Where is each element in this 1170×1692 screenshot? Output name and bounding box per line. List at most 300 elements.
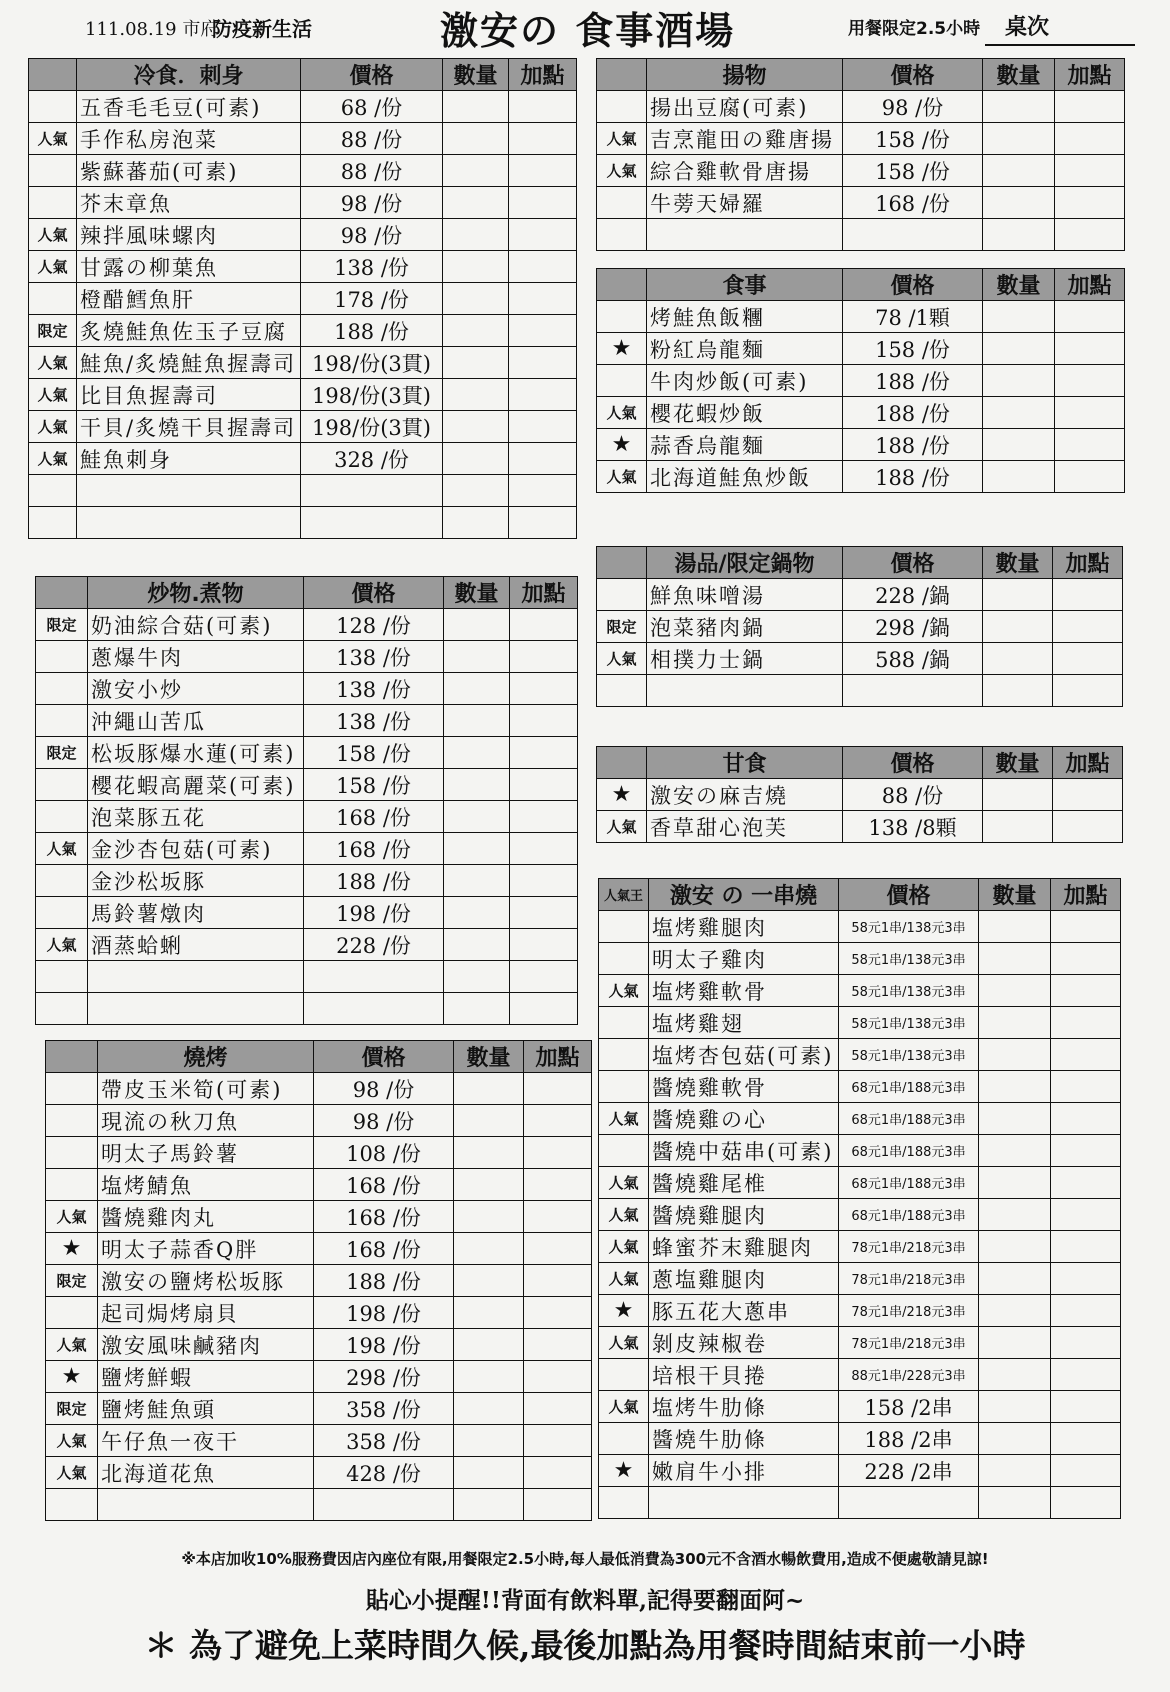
quantity-cell[interactable] [979, 1359, 1051, 1391]
item-price: 88 /份 [301, 123, 443, 155]
quantity-cell[interactable] [979, 1039, 1051, 1071]
add-order-cell[interactable] [1051, 943, 1121, 975]
item-name: 塩烤雞翅 [649, 1007, 839, 1039]
section-tag [36, 577, 88, 609]
item-price: 198/份(3貫) [301, 379, 443, 411]
quantity-column-header: 數量 [979, 879, 1051, 911]
add-order-cell[interactable] [524, 1329, 592, 1361]
menu-item-row [597, 611, 1123, 643]
section-stir-fry-stew [35, 576, 578, 1025]
item-name: 塩烤杏包菇(可素) [649, 1039, 839, 1071]
quantity-cell[interactable] [454, 1265, 524, 1297]
item-name: 沖繩山苦瓜 [88, 705, 304, 737]
quantity-cell[interactable] [983, 779, 1053, 811]
section-meals [596, 268, 1125, 493]
item-name [77, 507, 301, 539]
add-order-cell[interactable] [1051, 1231, 1121, 1263]
section-soup-hotpot [596, 546, 1123, 707]
page-title: 激安の 食事酒場 [440, 8, 736, 53]
add-order-cell[interactable] [509, 411, 577, 443]
add-order-cell[interactable] [510, 641, 578, 673]
section-header-row [599, 879, 1121, 911]
item-price: 158 /份 [843, 333, 983, 365]
quantity-cell[interactable] [444, 961, 510, 993]
add-order-cell[interactable] [509, 251, 577, 283]
add-order-cell[interactable] [1051, 1167, 1121, 1199]
quantity-cell[interactable] [444, 993, 510, 1025]
quantity-cell[interactable] [979, 975, 1051, 1007]
add-order-cell[interactable] [509, 219, 577, 251]
item-price: 98 /份 [314, 1073, 454, 1105]
item-name: 泡菜豚五花 [88, 801, 304, 833]
section-skewers [598, 878, 1121, 1519]
quantity-cell[interactable] [443, 475, 509, 507]
item-badge: 人氣 [599, 1391, 649, 1423]
add-order-cell[interactable] [1055, 155, 1125, 187]
menu-item-row [36, 897, 578, 929]
add-order-cell[interactable] [510, 609, 578, 641]
item-price [843, 675, 983, 707]
item-price: 198/份(3貫) [301, 347, 443, 379]
section-header-row [597, 59, 1125, 91]
quantity-cell[interactable] [983, 365, 1055, 397]
section-header-row [36, 577, 578, 609]
menu-item-row [599, 1135, 1121, 1167]
item-badge [599, 943, 649, 975]
quantity-cell[interactable] [454, 1361, 524, 1393]
quantity-cell[interactable] [454, 1073, 524, 1105]
quantity-cell[interactable] [443, 251, 509, 283]
add-order-cell[interactable] [509, 123, 577, 155]
item-price: 188 /2串 [839, 1423, 979, 1455]
quantity-cell[interactable] [979, 1487, 1051, 1519]
menu-item-row [29, 187, 577, 219]
menu-item-row [29, 315, 577, 347]
item-badge: 限定 [46, 1393, 98, 1425]
price-column-header: 價格 [314, 1041, 454, 1073]
add-order-cell[interactable] [1051, 1007, 1121, 1039]
quantity-cell[interactable] [983, 579, 1053, 611]
item-name: 牛蒡天婦羅 [647, 187, 843, 219]
quantity-cell[interactable] [983, 91, 1055, 123]
add-order-cell[interactable] [1055, 123, 1125, 155]
item-price: 138 /份 [301, 251, 443, 283]
item-badge: 限定 [36, 737, 88, 769]
add-order-cell[interactable] [524, 1073, 592, 1105]
menu-item-row [599, 911, 1121, 943]
add-order-cell[interactable] [510, 705, 578, 737]
item-price: 198 /份 [314, 1297, 454, 1329]
item-badge: 人氣 [597, 811, 647, 843]
quantity-cell[interactable] [979, 1135, 1051, 1167]
price-column-header: 價格 [843, 269, 983, 301]
section-title: 甘食 [647, 747, 843, 779]
section-grill [45, 1040, 592, 1521]
item-price [304, 961, 444, 993]
item-name: 綜合雞軟骨唐揚 [647, 155, 843, 187]
item-badge [597, 365, 647, 397]
add-order-cell[interactable] [509, 443, 577, 475]
menu-item-row [599, 1231, 1121, 1263]
item-badge [36, 865, 88, 897]
item-badge: 人氣 [29, 347, 77, 379]
item-name: 培根干貝捲 [649, 1359, 839, 1391]
item-name: 北海道花魚 [98, 1457, 314, 1489]
quantity-cell[interactable] [979, 911, 1051, 943]
add-order-cell[interactable] [1051, 1391, 1121, 1423]
quantity-cell[interactable] [983, 155, 1055, 187]
menu-item-row [46, 1169, 592, 1201]
header-date: 111.08.19 市府 [85, 19, 219, 40]
table-number-label: 桌次 [1005, 15, 1050, 40]
add-order-cell[interactable] [1053, 675, 1123, 707]
quantity-cell[interactable] [444, 833, 510, 865]
add-order-cell[interactable] [510, 769, 578, 801]
item-price: 198/份(3貫) [301, 411, 443, 443]
quantity-cell[interactable] [983, 123, 1055, 155]
add-order-cell[interactable] [509, 155, 577, 187]
quantity-cell[interactable] [444, 801, 510, 833]
item-price: 188 /份 [314, 1265, 454, 1297]
menu-item-row [597, 643, 1123, 675]
section-title: 激安 の 一串燒 [649, 879, 839, 911]
quantity-cell[interactable] [454, 1457, 524, 1489]
menu-item-row [599, 1007, 1121, 1039]
quantity-cell[interactable] [444, 641, 510, 673]
add-order-cell[interactable] [1055, 333, 1125, 365]
menu-item-row [46, 1073, 592, 1105]
quantity-cell[interactable] [443, 155, 509, 187]
add-order-cell[interactable] [1055, 187, 1125, 219]
quantity-cell[interactable] [454, 1233, 524, 1265]
quantity-cell[interactable] [983, 675, 1053, 707]
add-order-column-header: 加點 [524, 1041, 592, 1073]
add-order-cell[interactable] [1051, 1263, 1121, 1295]
add-order-cell[interactable] [524, 1489, 592, 1521]
quantity-cell[interactable] [454, 1105, 524, 1137]
item-name: 粉紅烏龍麵 [647, 333, 843, 365]
menu-item-row [29, 411, 577, 443]
add-order-cell[interactable] [524, 1137, 592, 1169]
quantity-cell[interactable] [443, 379, 509, 411]
quantity-cell[interactable] [979, 1167, 1051, 1199]
item-price: 198 /份 [314, 1329, 454, 1361]
item-name: 醬燒雞肉丸 [98, 1201, 314, 1233]
quantity-cell[interactable] [443, 91, 509, 123]
item-badge [599, 1359, 649, 1391]
quantity-cell[interactable] [979, 1327, 1051, 1359]
quantity-cell[interactable] [443, 315, 509, 347]
add-order-cell[interactable] [1051, 1199, 1121, 1231]
item-badge: 人氣 [597, 643, 647, 675]
quantity-cell[interactable] [444, 769, 510, 801]
item-price: 228 /鍋 [843, 579, 983, 611]
menu-item-row [29, 123, 577, 155]
menu-item-row [599, 1359, 1121, 1391]
quantity-cell[interactable] [444, 609, 510, 641]
footer-note: ※本店加收10%服務費因店內座位有限,用餐限定2.5小時,每人最低消費為300元不含酒水暢飲費用,造成不便處敬請見諒! [181, 1550, 989, 1568]
quantity-cell[interactable] [444, 737, 510, 769]
quantity-cell[interactable] [983, 333, 1055, 365]
quantity-cell[interactable] [979, 1199, 1051, 1231]
menu-item-row [597, 123, 1125, 155]
quantity-cell[interactable] [979, 1263, 1051, 1295]
table-number-field[interactable] [985, 44, 1135, 46]
item-name: 鮭魚刺身 [77, 443, 301, 475]
add-order-cell[interactable] [524, 1297, 592, 1329]
add-order-cell[interactable] [1051, 911, 1121, 943]
add-order-cell[interactable] [524, 1169, 592, 1201]
item-badge: 人氣 [29, 443, 77, 475]
add-order-cell[interactable] [524, 1265, 592, 1297]
add-order-cell[interactable] [1053, 779, 1123, 811]
quantity-cell[interactable] [454, 1393, 524, 1425]
quantity-cell[interactable] [454, 1425, 524, 1457]
item-price: 78元1串/218元3串 [839, 1231, 979, 1263]
add-order-cell[interactable] [1051, 1071, 1121, 1103]
add-order-cell[interactable] [1051, 1039, 1121, 1071]
add-order-cell[interactable] [1055, 397, 1125, 429]
item-badge: 人氣 [46, 1425, 98, 1457]
menu-item-row [599, 1103, 1121, 1135]
quantity-cell[interactable] [444, 673, 510, 705]
add-order-cell[interactable] [524, 1425, 592, 1457]
menu-item-row [46, 1233, 592, 1265]
add-order-cell[interactable] [1051, 1359, 1121, 1391]
quantity-cell[interactable] [979, 1423, 1051, 1455]
add-order-cell[interactable] [1055, 429, 1125, 461]
add-order-cell[interactable] [1051, 1327, 1121, 1359]
add-order-cell[interactable] [1051, 975, 1121, 1007]
item-name: 炙燒鮭魚佐玉子豆腐 [77, 315, 301, 347]
add-order-cell[interactable] [509, 187, 577, 219]
quantity-cell[interactable] [983, 643, 1053, 675]
add-order-cell[interactable] [1053, 611, 1123, 643]
quantity-cell[interactable] [454, 1137, 524, 1169]
add-order-cell[interactable] [510, 737, 578, 769]
menu-item-row [46, 1393, 592, 1425]
quantity-cell[interactable] [979, 1391, 1051, 1423]
add-order-column-header: 加點 [1051, 879, 1121, 911]
item-badge [29, 507, 77, 539]
add-order-cell[interactable] [510, 929, 578, 961]
quantity-cell[interactable] [983, 219, 1055, 251]
item-badge: 限定 [46, 1265, 98, 1297]
item-badge [599, 911, 649, 943]
add-order-cell[interactable] [510, 897, 578, 929]
menu-item-row [597, 811, 1123, 843]
section-title: 湯品/限定鍋物 [647, 547, 843, 579]
add-order-cell[interactable] [510, 961, 578, 993]
add-order-cell[interactable] [524, 1105, 592, 1137]
quantity-cell[interactable] [979, 1455, 1051, 1487]
quantity-cell[interactable] [443, 443, 509, 475]
quantity-column-header: 數量 [443, 59, 509, 91]
add-order-cell[interactable] [1051, 1295, 1121, 1327]
add-order-cell[interactable] [1051, 1487, 1121, 1519]
menu-item-row [599, 1455, 1121, 1487]
quantity-cell[interactable] [979, 1103, 1051, 1135]
add-order-cell[interactable] [1055, 301, 1125, 333]
menu-item-row [597, 397, 1125, 429]
item-name: 醬燒中菇串(可素) [649, 1135, 839, 1167]
add-order-cell[interactable] [1053, 579, 1123, 611]
menu-item-row [46, 1425, 592, 1457]
item-name: 比目魚握壽司 [77, 379, 301, 411]
quantity-cell[interactable] [454, 1169, 524, 1201]
quantity-cell[interactable] [979, 1007, 1051, 1039]
item-name: 香草甜心泡芙 [647, 811, 843, 843]
item-badge [36, 897, 88, 929]
item-badge [46, 1105, 98, 1137]
item-name: 塩烤雞腿肉 [649, 911, 839, 943]
add-order-cell[interactable] [524, 1457, 592, 1489]
item-name: 揚出豆腐(可素) [647, 91, 843, 123]
item-name: 金沙松坂豚 [88, 865, 304, 897]
add-order-cell[interactable] [524, 1393, 592, 1425]
quantity-column-header: 數量 [454, 1041, 524, 1073]
add-order-cell[interactable] [509, 315, 577, 347]
add-order-cell[interactable] [509, 283, 577, 315]
item-price: 98 /份 [301, 219, 443, 251]
quantity-cell[interactable] [443, 347, 509, 379]
menu-item-row [597, 219, 1125, 251]
section-cold-sashimi [28, 58, 577, 539]
item-name: 相撲力士鍋 [647, 643, 843, 675]
item-badge: 人氣 [46, 1201, 98, 1233]
quantity-cell[interactable] [443, 507, 509, 539]
item-name [88, 993, 304, 1025]
item-name: 鮭魚/炙燒鮭魚握壽司 [77, 347, 301, 379]
add-order-cell[interactable] [510, 673, 578, 705]
quantity-cell[interactable] [443, 187, 509, 219]
add-order-cell[interactable] [1051, 1135, 1121, 1167]
quantity-cell[interactable] [444, 865, 510, 897]
add-order-cell[interactable] [510, 801, 578, 833]
star-icon: ★ [599, 1295, 649, 1327]
add-order-cell[interactable] [524, 1233, 592, 1265]
quantity-cell[interactable] [443, 283, 509, 315]
item-price [314, 1489, 454, 1521]
section-tag [597, 269, 647, 301]
item-badge: 人氣 [29, 123, 77, 155]
item-price: 158 /份 [304, 737, 444, 769]
item-price [301, 475, 443, 507]
add-order-cell[interactable] [1055, 461, 1125, 493]
item-name: 塩烤鯖魚 [98, 1169, 314, 1201]
quantity-cell[interactable] [979, 1295, 1051, 1327]
menu-item-row [599, 1327, 1121, 1359]
add-order-cell[interactable] [1051, 1423, 1121, 1455]
quantity-cell[interactable] [443, 411, 509, 443]
add-order-cell[interactable] [510, 993, 578, 1025]
footer-last-order: ＊ 為了避免上菜時間久候,最後加點為用餐時間結束前一小時 [144, 1626, 1026, 1665]
item-badge [599, 1007, 649, 1039]
add-order-cell[interactable] [1055, 365, 1125, 397]
item-name: 芥末章魚 [77, 187, 301, 219]
add-order-cell[interactable] [509, 91, 577, 123]
add-order-cell[interactable] [1053, 643, 1123, 675]
add-order-cell[interactable] [509, 475, 577, 507]
quantity-cell[interactable] [983, 811, 1053, 843]
item-name: 嫩肩牛小排 [649, 1455, 839, 1487]
menu-item-row [29, 379, 577, 411]
quantity-cell[interactable] [979, 943, 1051, 975]
item-name [98, 1489, 314, 1521]
menu-item-row [46, 1105, 592, 1137]
add-order-cell[interactable] [510, 865, 578, 897]
item-price: 188 /份 [843, 365, 983, 397]
item-name [649, 1487, 839, 1519]
quantity-cell[interactable] [444, 929, 510, 961]
star-icon: ★ [597, 333, 647, 365]
add-order-cell[interactable] [510, 833, 578, 865]
item-name: 起司焗烤扇貝 [98, 1297, 314, 1329]
item-badge: 人氣 [597, 123, 647, 155]
quantity-column-header: 數量 [983, 747, 1053, 779]
quantity-cell[interactable] [983, 301, 1055, 333]
item-price: 98 /份 [314, 1105, 454, 1137]
add-order-cell[interactable] [524, 1201, 592, 1233]
item-name: 醬燒雞の心 [649, 1103, 839, 1135]
item-price: 298 /鍋 [843, 611, 983, 643]
item-name: 金沙杏包菇(可素) [88, 833, 304, 865]
quantity-cell[interactable] [983, 429, 1055, 461]
item-name: 明太子蒜香Q胖 [98, 1233, 314, 1265]
add-order-cell[interactable] [509, 507, 577, 539]
quantity-cell[interactable] [454, 1201, 524, 1233]
quantity-cell[interactable] [983, 461, 1055, 493]
quantity-cell[interactable] [979, 1071, 1051, 1103]
item-name: 泡菜豬肉鍋 [647, 611, 843, 643]
quantity-cell[interactable] [983, 611, 1053, 643]
add-order-cell[interactable] [1055, 219, 1125, 251]
item-name: 塩烤雞軟骨 [649, 975, 839, 1007]
quantity-cell[interactable] [983, 187, 1055, 219]
item-price: 98 /份 [301, 187, 443, 219]
item-price: 88 /份 [301, 155, 443, 187]
add-order-cell[interactable] [1051, 1103, 1121, 1135]
item-price: 68元1串/188元3串 [839, 1103, 979, 1135]
quantity-cell[interactable] [444, 705, 510, 737]
item-price: 108 /份 [314, 1137, 454, 1169]
add-order-cell[interactable] [1055, 91, 1125, 123]
item-badge: 人氣 [46, 1329, 98, 1361]
item-price: 98 /份 [843, 91, 983, 123]
quantity-cell[interactable] [454, 1489, 524, 1521]
quantity-cell[interactable] [443, 123, 509, 155]
item-name: 午仔魚一夜干 [98, 1425, 314, 1457]
quantity-cell[interactable] [444, 897, 510, 929]
add-order-cell[interactable] [1053, 811, 1123, 843]
item-name: 蔥塩雞腿肉 [649, 1263, 839, 1295]
quantity-cell[interactable] [443, 219, 509, 251]
quantity-cell[interactable] [454, 1297, 524, 1329]
menu-item-row [46, 1457, 592, 1489]
item-badge: 人氣 [29, 411, 77, 443]
item-badge [597, 187, 647, 219]
quantity-cell[interactable] [454, 1329, 524, 1361]
menu-item-row [36, 737, 578, 769]
add-order-cell[interactable] [1051, 1455, 1121, 1487]
add-order-cell[interactable] [524, 1361, 592, 1393]
item-badge: 人氣 [599, 1103, 649, 1135]
item-price: 158 /份 [843, 155, 983, 187]
quantity-cell[interactable] [979, 1231, 1051, 1263]
add-order-cell[interactable] [509, 347, 577, 379]
add-order-cell[interactable] [509, 379, 577, 411]
quantity-cell[interactable] [983, 397, 1055, 429]
